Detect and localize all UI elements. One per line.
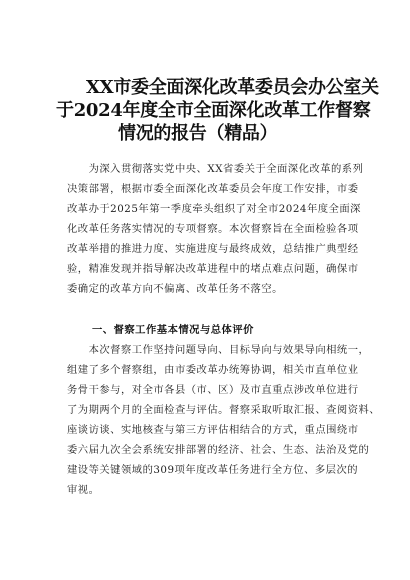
text-line: 为深入贯彻落实党中央、XX省委关于全面深化改革的系列: [67, 163, 364, 175]
text-line: 建设等关键领域的309项年度改革任务进行全方位、多层次的: [67, 464, 359, 476]
text-line: 改革办于2025年第一季度牵头组织了对全市2024年度全面深: [67, 203, 361, 215]
text-line: 化改革任务落实情况的专项督察。本次督察旨在全面检验各项: [67, 223, 359, 235]
text-line: 验，精准发现并指导解决改革进程中的堵点难点问题，确保市: [67, 263, 359, 275]
document-title: [56, 76, 379, 145]
title-line: XX市委全面深化改革委员会办公室关: [86, 77, 379, 98]
intro-paragraph: [67, 159, 364, 299]
text-line: 务骨干参与，对全市各县（市、区）及市直重点涉改单位进行: [67, 384, 359, 396]
text-line: 本次督察工作坚持问题导向、目标导向与效果导向相统一，: [67, 344, 370, 356]
text-line: 委确定的改革方向不偏离、改革任务不落空。: [67, 283, 283, 295]
text-line: 座谈访谈、实地核查与第三方评估相结合的方式，重点围绕市: [67, 424, 359, 436]
title-line: 于2024年度全市全面深化改革工作督察: [56, 100, 371, 121]
title-line: 情况的报告（精品）: [118, 123, 278, 144]
text-line: 委六届九次全会系统安排部署的经济、社会、生态、法治及党的: [67, 444, 370, 456]
text-line: 决策部署，根据市委全面深化改革委员会年度工作安排，市委: [67, 183, 359, 195]
section-paragraph: [67, 340, 381, 500]
section-heading: 一、督察工作基本情况与总体评价: [92, 324, 254, 336]
text-line: 审视。: [67, 484, 100, 496]
text-line: 了为期两个月的全面检查与评估。督察采取听取汇报、查阅资料、: [67, 404, 381, 416]
text-line: 组建了多个督察组，由市委改革办统筹协调，相关市直单位业: [67, 364, 359, 376]
text-line: 改革举措的推进力度、实施进度与最终成效，总结推广典型经: [67, 243, 359, 255]
